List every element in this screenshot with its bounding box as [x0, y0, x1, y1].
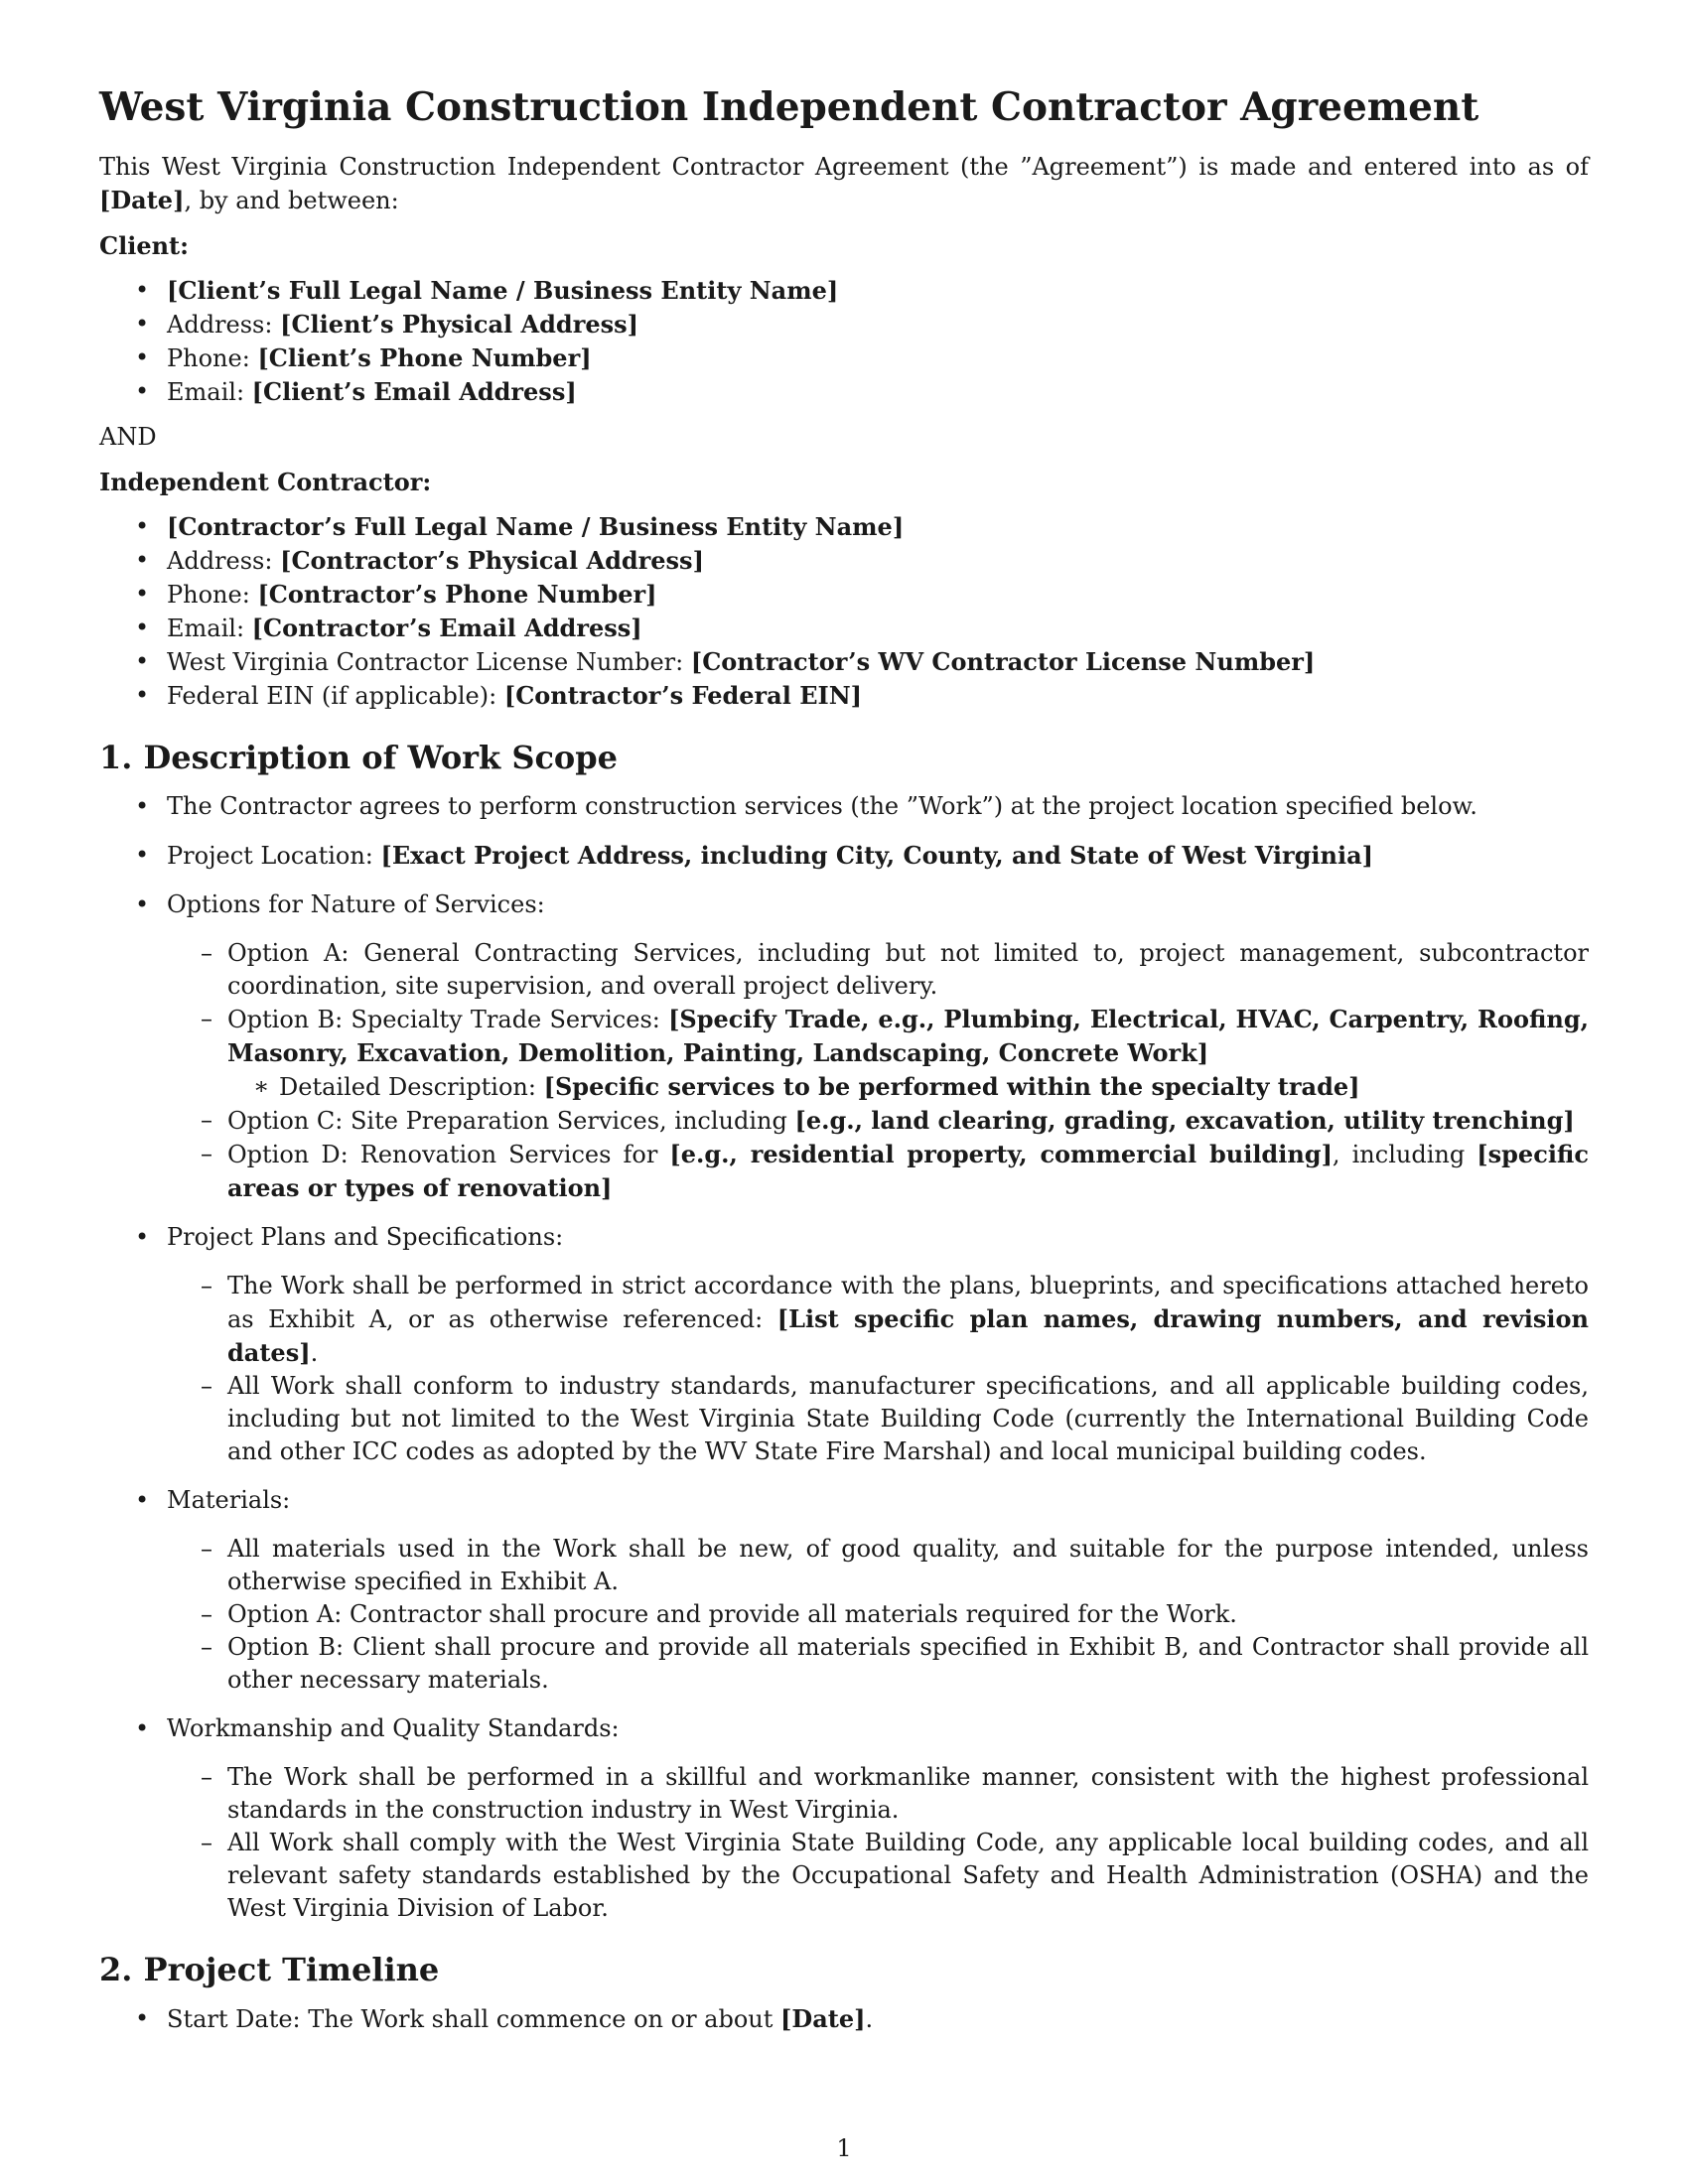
list-item: • Address: [Client’s Physical Address]: [99, 308, 1589, 341]
list-item: • Materials: – All materials used in the Work shall be new, of good quality, and suitable for the purpose intended, unless otherwise specified in Exhibit A. – Option A: Contractor shall procure and provide all materials required for the Work. – Option B: Client shall procure and provide all materials specified in Exhibit B, and Contractor shall provide all other necessary materials.: [99, 1484, 1589, 1697]
client-list: [99, 274, 1589, 409]
list-item: ∗ Detailed Description: [Specific services to be performed within the specialty trade]: [227, 1070, 1589, 1104]
list-item: • Email: [Client’s Email Address]: [99, 375, 1589, 409]
list-item: • Email: [Contractor’s Email Address]: [99, 612, 1589, 645]
list-item: – The Work shall be performed in a skillful and workmanlike manner, consistent with the highest professional standards in the construction industry in West Virginia.: [167, 1761, 1589, 1827]
list-item: – The Work shall be performed in strict accordance with the plans, blueprints, and specifications attached hereto as Exhibit A, or as otherwise referenced: [List specific plan names, drawing numbers, and revision dates].: [167, 1270, 1589, 1370]
contractor-heading: Independent Contractor:: [99, 468, 432, 496]
and-separator: AND: [99, 423, 157, 451]
list-item: • Address: [Contractor’s Physical Address]: [99, 544, 1589, 578]
page-number: 1: [836, 2134, 852, 2162]
section-2-heading: 2. Project Timeline: [99, 1951, 440, 1988]
list-item: • Phone: [Contractor’s Phone Number]: [99, 578, 1589, 612]
section-1-heading: 1. Description of Work Scope: [99, 739, 618, 776]
section-2-list: [99, 2002, 1589, 2036]
list-item: • Federal EIN (if applicable): [Contractor’s Federal EIN]: [99, 679, 1589, 713]
list-item: • Start Date: The Work shall commence on or about [Date].: [99, 2002, 1589, 2036]
list-item: – All Work shall comply with the West Virginia State Building Code, any applicable local building codes, and all relevant safety standards established by the Occupational Safety and Health Administration (OSHA) and the West Virginia Division of Labor.: [167, 1827, 1589, 1925]
list-item: • Workmanship and Quality Standards: – The Work shall be performed in a skillful and workmanlike manner, consistent with the highest professional standards in the construction industry in West Virginia. – All Work shall comply with the West Virginia State Building Code, any applicable local building codes, and all relevant safety standards established by the Occupational Safety and Health Administration (OSHA) and the West Virginia Division of Labor.: [99, 1712, 1589, 1925]
service-options-list: [167, 937, 1589, 1205]
workmanship-list: [167, 1761, 1589, 1925]
document-title: West Virginia Construction Independent Contractor Agreement: [99, 84, 1479, 130]
plans-list: [167, 1270, 1589, 1468]
intro-paragraph: This West Virginia Construction Independent Contractor Agreement (the ”Agreement”) is made and entered into as of [Date], by and between:: [99, 153, 1589, 214]
list-item: – Option D: Renovation Services for [e.g., residential property, commercial building], including [specific areas or types of renovation]: [167, 1138, 1589, 1205]
list-item: • [Contractor’s Full Legal Name / Business Entity Name]: [99, 510, 1589, 544]
list-item: • The Contractor agrees to perform construction services (the ”Work”) at the project location specified below.: [99, 790, 1589, 823]
list-item: • Project Plans and Specifications: – The Work shall be performed in strict accordance with the plans, blueprints, and specifications attached hereto as Exhibit A, or as otherwise referenced: [List specific plan names, drawing numbers, and revision dates]. – All Work shall conform to industry standards, manufacturer specifications, and all applicable building codes, including but not limited to the West Virginia State Building Code (currently the International Building Code and other ICC codes as adopted by the WV State Fire Marshal) and local municipal building codes.: [99, 1221, 1589, 1468]
list-item: – All materials used in the Work shall be new, of good quality, and suitable for the purpose intended, unless otherwise specified in Exhibit A.: [167, 1533, 1589, 1598]
option-b-detail-list: [227, 1070, 1589, 1104]
list-item: – All Work shall conform to industry standards, manufacturer specifications, and all applicable building codes, including but not limited to the West Virginia State Building Code (currently the International Building Code and other ICC codes as adopted by the WV State Fire Marshal) and local municipal building codes.: [167, 1370, 1589, 1468]
client-heading: Client:: [99, 231, 189, 260]
list-item: – Option B: Specialty Trade Services: [Specify Trade, e.g., Plumbing, Electrical, HVAC, Carpentry, Roofing, Masonry, Excavation, Demolition, Painting, Landscaping, Concrete Work] ∗ Detailed Description: [Specific services to be performed within the specialty trade]: [167, 1003, 1589, 1104]
section-1-list: [99, 790, 1589, 1925]
document-page: [99, 83, 1589, 2036]
contractor-list: [99, 510, 1589, 713]
list-item: – Option A: General Contracting Services, including but not limited to, project management, subcontractor coordination, site supervision, and overall project delivery.: [167, 937, 1589, 1003]
list-item: • Project Location: [Exact Project Address, including City, County, and State of West Virginia]: [99, 839, 1589, 873]
list-item: • [Client’s Full Legal Name / Business Entity Name]: [99, 274, 1589, 308]
list-item: • Options for Nature of Services: – Option A: General Contracting Services, including but not limited to, project management, subcontractor coordination, site supervision, and overall project delivery. – Option B: Specialty Trade Services: [Specify Trade, e.g., Plumbing, Electrical, HVAC, Carpentry, Roofing, Masonry, Excavation, Demolition, Painting, Landscaping, Concrete Work] ∗ Detailed Description: [Specific services to be performed within the specialty trade] – Option C: Site Preparation Services, including [e.g., land clearing, grading, excavation, utility trenching] – Option D: Renovation Services for [e.g., residential property, commercial building], including [specific areas or types of renovation]: [99, 888, 1589, 1205]
list-item: – Option C: Site Preparation Services, including [e.g., land clearing, grading, excavation, utility trenching]: [167, 1104, 1589, 1138]
list-item: • West Virginia Contractor License Number: [Contractor’s WV Contractor License Number]: [99, 645, 1589, 679]
list-item: – Option A: Contractor shall procure and provide all materials required for the Work.: [167, 1598, 1589, 1631]
materials-list: [167, 1533, 1589, 1697]
intro-date: [Date]: [99, 186, 185, 214]
list-item: – Option B: Client shall procure and provide all materials specified in Exhibit B, and Contractor shall provide all other necessary materials.: [167, 1631, 1589, 1697]
list-item: • Phone: [Client’s Phone Number]: [99, 341, 1589, 375]
